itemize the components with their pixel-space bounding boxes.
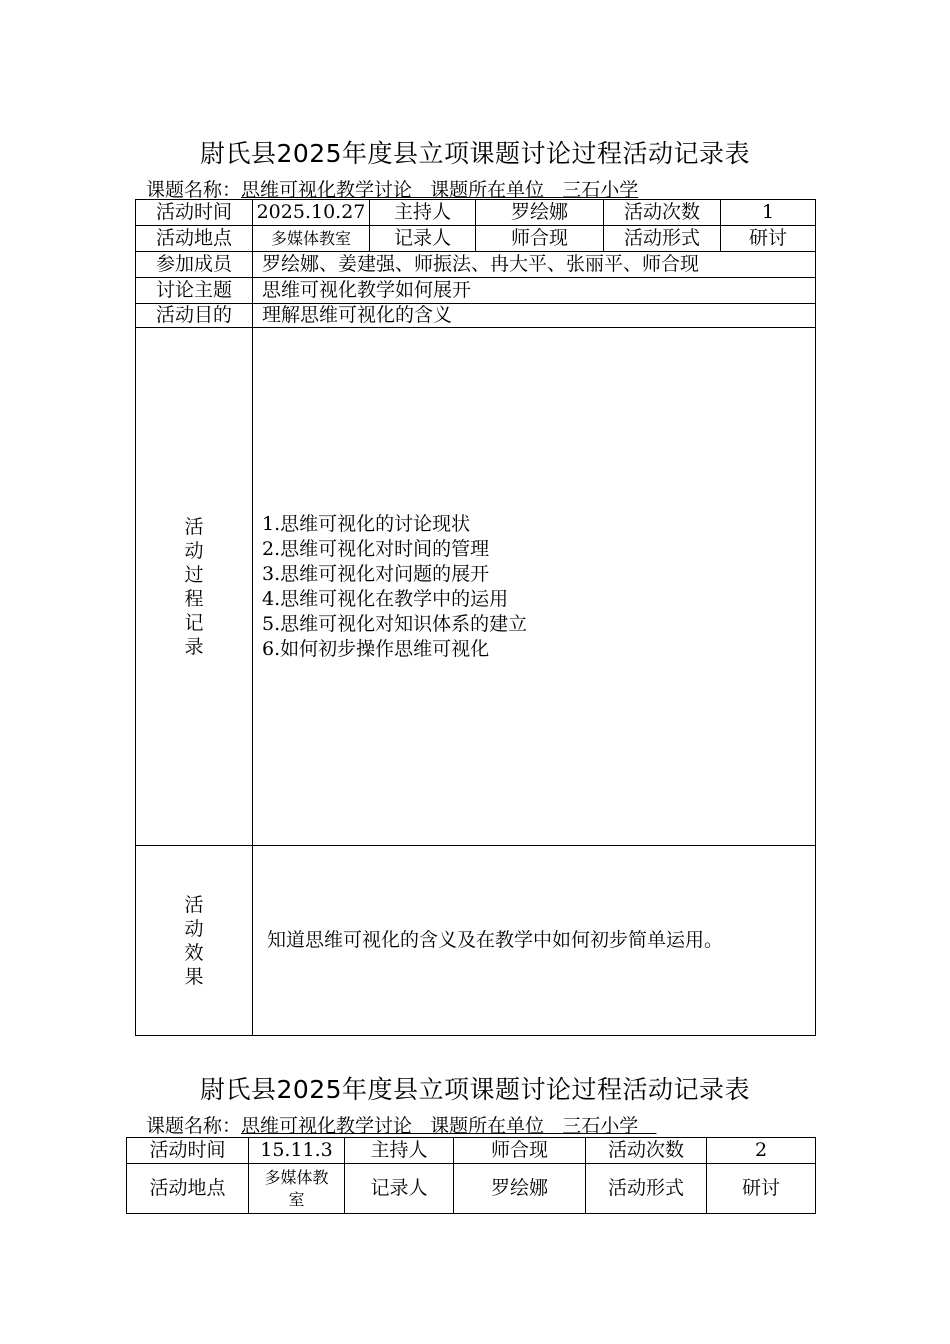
form-label: 活动形式 bbox=[586, 1164, 707, 1214]
process-item: 6.如何初步操作思维可视化 bbox=[262, 637, 490, 660]
process-item: 2.思维可视化对时间的管理 bbox=[262, 537, 490, 560]
process-item: 1.思维可视化的讨论现状 bbox=[262, 512, 471, 535]
place-label: 活动地点 bbox=[136, 226, 253, 252]
place-value: 多媒体教室 bbox=[253, 226, 370, 252]
time-value: 15.11.3 bbox=[249, 1138, 345, 1164]
form-value: 研讨 bbox=[707, 1164, 816, 1214]
time-value: 2025.10.27 bbox=[253, 200, 370, 226]
record2-subject-line bbox=[146, 1111, 656, 1138]
subject-label: 课题名称： bbox=[146, 179, 242, 201]
unit-value: 三石小学 bbox=[562, 179, 639, 201]
count-value: 2 bbox=[707, 1138, 816, 1164]
process-label: 活动过程记录 bbox=[184, 515, 204, 658]
host-label: 主持人 bbox=[345, 1138, 454, 1164]
place-value: 多媒体教室 bbox=[249, 1164, 345, 1214]
recorder-value: 师合现 bbox=[476, 226, 604, 252]
record1-table bbox=[135, 199, 816, 1036]
unit-value: 三石小学 bbox=[562, 1115, 639, 1137]
place-label: 活动地点 bbox=[127, 1164, 249, 1214]
record2-title: 尉氏县2025年度县立项课题讨论过程活动记录表 bbox=[199, 1075, 751, 1104]
form-value: 研讨 bbox=[721, 226, 816, 252]
process-content bbox=[253, 328, 816, 846]
recorder-label: 记录人 bbox=[345, 1164, 454, 1214]
process-list bbox=[262, 512, 815, 662]
host-value: 师合现 bbox=[454, 1138, 586, 1164]
subject-value: 思维可视化教学讨论 bbox=[241, 179, 413, 201]
record2-table bbox=[126, 1137, 816, 1214]
members-value: 罗绘娜、姜建强、师振法、冉大平、张丽平、师合现 bbox=[253, 252, 816, 278]
time-label: 活动时间 bbox=[136, 200, 253, 226]
process-item: 5.思维可视化对知识体系的建立 bbox=[262, 612, 528, 635]
record1-title: 尉氏县2025年度县立项课题讨论过程活动记录表 bbox=[199, 139, 751, 168]
subject-value: 思维可视化教学讨论 bbox=[241, 1115, 413, 1137]
recorder-value: 罗绘娜 bbox=[454, 1164, 586, 1214]
host-label: 主持人 bbox=[370, 200, 476, 226]
topic-value: 思维可视化教学如何展开 bbox=[253, 278, 816, 304]
unit-label: 课题所在单位 bbox=[430, 179, 545, 201]
effect-value: 知道思维可视化的含义及在教学中如何初步简单运用。 bbox=[253, 846, 816, 1036]
record1-subject-line bbox=[146, 175, 638, 202]
count-label: 活动次数 bbox=[586, 1138, 707, 1164]
count-label: 活动次数 bbox=[604, 200, 721, 226]
host-value: 罗绘娜 bbox=[476, 200, 604, 226]
subject-label: 课题名称： bbox=[146, 1115, 242, 1137]
process-item: 3.思维可视化对问题的展开 bbox=[262, 562, 490, 585]
purpose-label: 活动目的 bbox=[136, 304, 253, 328]
members-label: 参加成员 bbox=[136, 252, 253, 278]
topic-label: 讨论主题 bbox=[136, 278, 253, 304]
form-label: 活动形式 bbox=[604, 226, 721, 252]
count-value: 1 bbox=[721, 200, 816, 226]
effect-label: 活动效果 bbox=[184, 893, 204, 988]
time-label: 活动时间 bbox=[127, 1138, 249, 1164]
purpose-value: 理解思维可视化的含义 bbox=[253, 304, 816, 328]
process-label-cell bbox=[136, 328, 253, 846]
unit-label: 课题所在单位 bbox=[430, 1115, 545, 1137]
process-item: 4.思维可视化在教学中的运用 bbox=[262, 587, 509, 610]
recorder-label: 记录人 bbox=[370, 226, 476, 252]
effect-label-cell bbox=[136, 846, 253, 1036]
